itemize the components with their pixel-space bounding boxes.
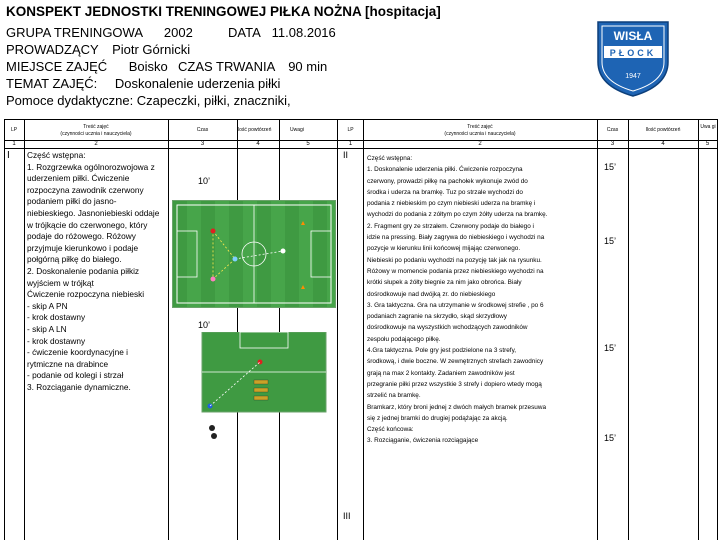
content-line: połgórną piłkę do białego. <box>27 254 122 265</box>
content-line: 2. Fragment gry ze strzałem. Czerwony podaje do białego i <box>367 222 534 230</box>
content-line: 2. Doskonalenie podania piłkiz <box>27 265 140 276</box>
content-line: podaje do różowego. Różowy <box>27 231 136 242</box>
place-label: MIEJSCE ZAJĘĆ <box>6 59 108 74</box>
content-line: wychodzi do podania z zółtym po czym żółty uderza na bramkę. <box>367 211 548 219</box>
aids-line: Pomoce dydaktyczne: Czapeczki, piłki, znaczniki, <box>6 93 291 108</box>
right-col-number: 2 <box>478 141 482 147</box>
drill-diagram-2 <box>200 332 328 442</box>
logo-year: 1947 <box>625 73 641 80</box>
content-line: Niebieski po podaniu wychodzi na pozycję tak jak na rysunku. <box>367 256 542 264</box>
content-line: Bramkarz, który broni jednej z dwóch małych bramek przesuwa <box>367 403 547 411</box>
coach-label: PROWADZĄCY <box>6 42 99 57</box>
content-line: - skip A LN <box>27 323 67 334</box>
content-line: strzelić na bramkę. <box>367 392 421 400</box>
content-line: przyjmuje kierunkowo i podaje <box>27 242 139 253</box>
content-line: 3. Rozciąganie dynamiczne. <box>27 381 131 392</box>
group-value: 2002 <box>163 25 193 40</box>
right-lp-final: III <box>343 511 351 521</box>
content-line: grają na max 2 kontakty. Zadaniem zawodników jest <box>367 369 515 377</box>
right-col-notes-header: Uwa gi <box>700 124 716 130</box>
content-line: środka i uderza na bramkę. Tuz po strzale wychodzi do <box>367 188 523 196</box>
content-line: 1. Rozgrzewka ogólnorozwojowa z <box>27 161 155 172</box>
left-col-number: 3 <box>200 141 205 147</box>
left-content <box>27 150 168 393</box>
left-col-time-header: Czas <box>196 127 209 133</box>
group-line <box>6 25 193 40</box>
left-lp-value: I <box>7 150 10 161</box>
left-time-1: 10’ <box>198 176 211 186</box>
place-line <box>6 59 168 74</box>
content-line: wyjściem w trójkąt <box>27 277 94 288</box>
topic-label: TEMAT ZAJĘĆ: <box>6 76 98 91</box>
drill-diagram-1 <box>172 200 336 308</box>
left-time-2: 10’ <box>198 320 211 330</box>
right-col-reps-header: Ilość powtórzeń <box>645 127 681 133</box>
content-line: 1. Doskonalenie uderzenia piłki. Ćwiczenie rozpoczyna <box>367 166 523 174</box>
right-col-number: 1 <box>348 141 353 147</box>
content-line: - skip A PN <box>27 300 68 311</box>
right-lp-main: II <box>343 150 349 160</box>
club-logo <box>592 16 674 98</box>
left-col-number: 1 <box>12 141 16 147</box>
right-time-4: 15’ <box>604 433 617 443</box>
right-col-number: 3 <box>610 141 615 147</box>
content-line: 3. Gra taktyczna. Gra na utrzymanie w środkowej strefie , po 6 <box>367 301 544 309</box>
content-line: rytmiczne na drabince <box>27 358 109 369</box>
content-line: - krok dostawny <box>27 312 86 323</box>
left-col-number: 2 <box>94 141 98 147</box>
content-line: Część wstępna: <box>27 150 86 160</box>
date-line <box>228 25 336 40</box>
group-label: GRUPA TRENINGOWA <box>6 25 143 40</box>
right-time-1: 15’ <box>604 162 617 172</box>
content-line: podaniach zagranie na skrzydło, skąd skrzydłowy <box>367 313 507 321</box>
page-title: KONSPEKT JEDNOSTKI TRENINGOWEJ PIŁKA NOŻNA [hospitacja] <box>6 4 441 19</box>
content-line: środkową, i dwie boczne. W zewnętrznych strefach zawodnicy <box>367 358 544 366</box>
content-line: niebieskiego. Jasnoniebieski oddaje <box>27 207 160 218</box>
left-col-notes-header: Uwagi <box>290 127 304 133</box>
place-value: Boisko <box>128 59 168 74</box>
date-value: 11.08.2016 <box>271 25 336 40</box>
logo-text-top: WISŁA <box>613 29 653 43</box>
topic-value: Doskonalenie uderzenia piłki <box>114 76 281 91</box>
left-col-content-subheader: (czynności ucznia i nauczyciela) <box>60 131 132 137</box>
content-line: - ćwiczenie koordynacyjne i <box>27 347 128 358</box>
right-col-lp-header: LP <box>347 127 354 133</box>
left-col-number: 5 <box>306 141 310 147</box>
logo-text-mid: PŁOCK <box>609 48 657 58</box>
content-line: Część wstępna: <box>367 155 413 162</box>
content-line: pozycje w kierunku linii końcowej mijając czerwonego. <box>367 245 521 253</box>
content-line: rozpoczyna zawodnik czerwony <box>27 184 144 195</box>
right-content <box>367 153 597 447</box>
content-line: się z jednej bramki do drugiej podążając za akcją. <box>367 414 508 422</box>
content-line: uderzeniem piłki. Ćwiczenie <box>27 173 130 184</box>
left-col-lp-header: LP <box>10 127 18 133</box>
coach-line <box>6 42 190 57</box>
content-line: podaniem piłki do jasno- <box>27 196 117 207</box>
content-line: 3. Rozciąganie, ćwiczenia rozciągające <box>367 437 479 445</box>
content-line: dośrodkowuje na wyszystkich wchodzących zawodników <box>367 324 528 332</box>
duration-value: 90 min <box>288 59 328 74</box>
coach-value: Piotr Górnicki <box>112 42 191 57</box>
topic-line <box>6 76 280 91</box>
content-line: - podanie od kolegi i strzał <box>27 370 124 381</box>
content-line: idzie na pressing. Biały zagrywa do niebieskiego i wychodzi na <box>367 234 545 242</box>
content-line: dośrodkowuje nad dwójką zr. do niebieskiego <box>367 290 496 298</box>
date-label: DATA <box>228 25 261 40</box>
right-time-2: 15’ <box>604 236 617 246</box>
right-col-content-subheader: (czynności ucznia i nauczyciela) <box>444 131 516 137</box>
left-col-number: 4 <box>256 141 260 147</box>
content-line: przegranie piłki przez wszystkie 3 strefy i dopiero wtedy mogą <box>367 380 542 388</box>
content-line: - krok dostawny <box>27 335 86 346</box>
right-col-content-header: Treść zajęć <box>467 124 493 130</box>
right-time-3: 15’ <box>604 343 617 353</box>
right-col-time-header: Czas <box>606 127 619 133</box>
left-col-content-header: Treść zajęć <box>83 124 109 130</box>
right-col-number: 4 <box>661 141 665 147</box>
content-line: podania z niebieskim po czym niebieski uderza na bramkę i <box>367 200 536 208</box>
content-line: krótki słupek a żółty biegnie za nim jako obrońca. Biały <box>367 279 522 287</box>
content-line: Część końcowa: <box>367 426 414 434</box>
content-line: w trójkącie do czerwonego, który <box>27 219 148 230</box>
content-line: zespołu podającego piłkę. <box>367 335 441 343</box>
left-col-reps-header: Ilość powtórzeń <box>236 127 272 133</box>
right-col-number: 5 <box>705 141 710 147</box>
duration-label: CZAS TRWANIA <box>178 59 275 74</box>
duration-line <box>178 59 327 74</box>
content-line: Różowy w momencie podania przez niebieskiego wychodzi na <box>367 267 544 275</box>
content-line: 4.Gra taktyczna. Pole gry jest podzielone na 3 strefy, <box>367 347 517 355</box>
content-line: czerwony, prowadzi piłkę na pachołek wykonuje zwód do <box>367 177 528 185</box>
content-line: Ćwiczenie rozpoczyna niebieski <box>27 289 145 300</box>
